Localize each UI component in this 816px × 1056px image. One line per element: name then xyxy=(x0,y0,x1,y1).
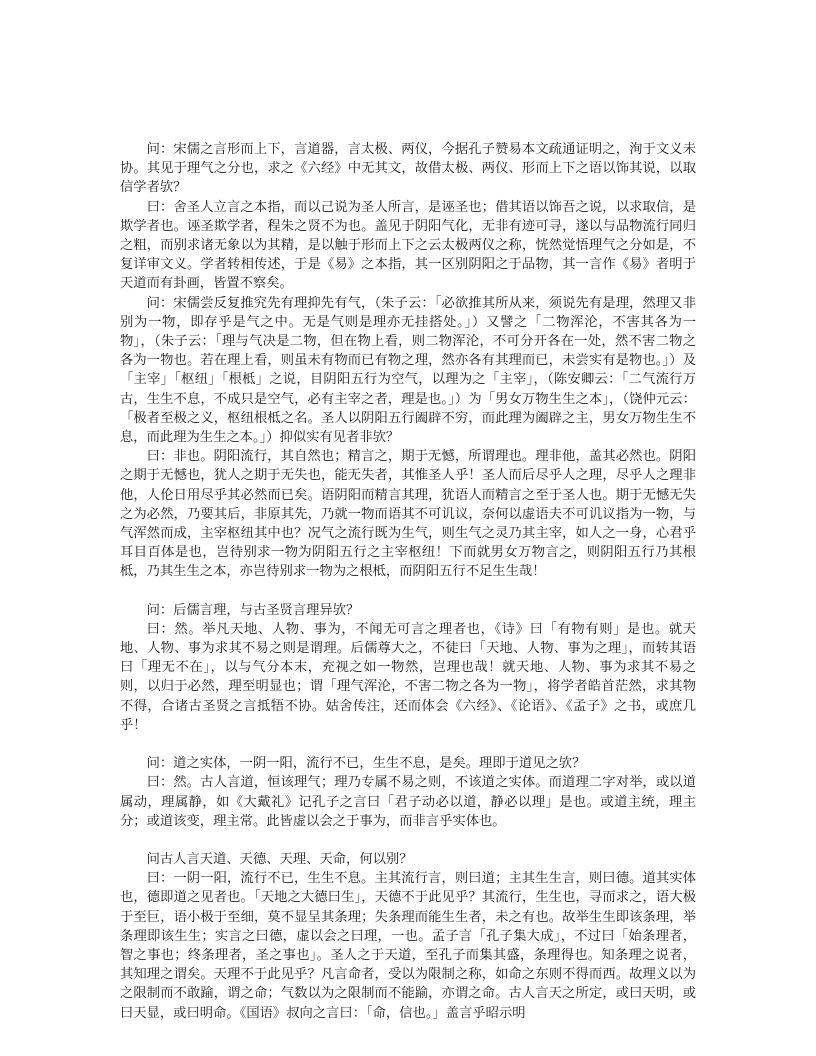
paragraph: 问：后儒言理，与古圣贤言理异欤？ xyxy=(146,602,360,618)
paragraph: 问：宋儒之言形而上下，言道器，言太极、两仪，今据孔子赞易本文疏通证明之，洵于文义未协。其见于理气之分也，求之《六经》中无其文，故借太极、两仪、形而上下之语以饰其说，以取信学者欤？ xyxy=(120,142,696,196)
paragraph: 问：道之实体，一阴一阳，流行不已，生生不息，是矣。理即于道见之欤？ xyxy=(146,756,586,772)
paragraph: 曰：非也。阴阳流行，其自然也；精言之，期于无憾，所谓理也。理非他，盖其必然也。阴阳之期于无憾也，犹人之期于无失也，能无失者，其惟圣人乎！圣人而后尽乎人之理，尽乎人之理非他，人伦日用尽乎其必然而已矣。语阴阳而精言其理，犹语人而精言之至于圣人也。期于无憾无失之为必然，乃要其后，非原其先，乃就一物而语其不可讥议，奈何以虚语夫不可讥议指为一物，与气浑然而成，主宰枢纽其中也？况气之流行既为生气，则生气之灵乃其主宰，如人之一身，心君乎耳目百体是也，岂待别求一物为阴阳五行之主宰枢纽！下而就男女万物言之，则阴阳五行乃其根柢，乃其生生之本，亦岂待别求一物为之根柢，而阴阳五行不足生生哉！ xyxy=(120,449,696,580)
section-gap xyxy=(120,831,696,850)
paragraph: 曰：然。举凡天地、人物、事为，不闻无可言之理者也，《诗》曰「有物有则」是也。就天地、人物、事为求其不易之则是谓理。后儒尊大之，不徒曰「天地、人物、事为之理」，而转其语曰「理无不在」，以与气分本末，充视之如一物然，岂理也哉！就天地、人物、事为求其不易之则，以归于必然，理至明显也；谓「理气浑沦，不害二物之各为一物」，将学者皓首茫然，求其物不得，合诸古圣贤之言抵牾不协。姑舍传注，还而体会《六经》、《论语》、《孟子》之书，或庶几乎！ xyxy=(120,621,696,733)
paragraph: 问：宋儒尝反复推究先有理抑先有气，（朱子云：「必欲推其所从来，须说先有是理，然理又非别为一物，即存乎是气之中。无是气则是理亦无挂搭处。」）又譬之「二物浑沦，不害其各为一物」，（朱子云：「理与气决是二物，但在物上看，则二物浑沦，不可分开各在一处，然不害二物之各为一物也。若在理上看，则虽未有物而已有物之理，然亦各有其理而已，未尝实有是物也。」）及「主宰」「枢纽」「根柢」之说，目阴阳五行为空气，以理为之「主宰」，（陈安卿云：「二气流行万古，生生不息，不成只是空气，必有主宰之者，理是也。」）为「男女万物生生之本」，（饶仲元云：「极者至极之义，枢纽根柢之名。圣人以阴阳五行阖辟不穷，而此理为阖辟之主，男女万物生生不息，而此理为生生之本。」）抑似实有见者非欤？ xyxy=(120,295,696,446)
paragraph: 问古人言天道、天德、天理、天命，何以别？ xyxy=(146,851,413,867)
paragraph: 曰：然。古人言道，恒该理气；理乃专属不易之则，不该道之实体。而道理二字对举，或以道属动，理属静，如《大戴礼》记孔子之言曰「君子动必以道，静必以理」是也。或道主统，理主分；或道该变，理主常。此皆虚以会之于事为，而非言乎实体也。 xyxy=(120,775,696,829)
paragraph: 曰：一阴一阳，流行不已，生生不息。主其流行言，则曰道；主其生生言，则曰德。道其实体也，德即道之见者也。「天地之大德曰生」，天德不于此见乎？其流行，生生也，寻而求之，语大极于至巨，语小极于至细，莫不显呈其条理；失条理而能生生者，未之有也。故举生生即该条理，举条理即该生生；实言之曰德，虚以会之曰理，一也。孟子言「孔子集大成」，不过曰「始条理者，智之事也；终条理者，圣之事也」。圣人之于天道，至孔子而集其盛，条理得也。知条理之说者，其知理之谓矣。天理不于此见乎？凡言命者，受以为限制之称，如命之东则不得而西。故理义以为之限制而不敢踰，谓之命；气数以为之限制而不能踰，亦谓之命。古人言天之所定，或曰天明，或曰天显，或曰明命。《国语》叔向之言曰：「命，信也。」盖言乎昭示明 xyxy=(120,871,696,1021)
section-gap xyxy=(120,735,696,754)
section-gap xyxy=(120,582,696,601)
paragraph: 曰：舍圣人立言之本指，而以己说为圣人所言，是诬圣也；借其语以饰吾之说，以求取信，是欺学者也。诬圣欺学者，程朱之贤不为也。盖见于阴阳气化，无非有迹可寻，遂以与品物流行同归之粗，而别求诸无象以为其精，是以触于形而上下之云太极两仪之称，恍然觉悟理气之分如是，不复详审文义。学者转相传述，于是《易》之本指，其一区别阴阳之于品物，其一言作《易》者明于天道而有卦画，皆置不察矣。 xyxy=(120,199,696,292)
